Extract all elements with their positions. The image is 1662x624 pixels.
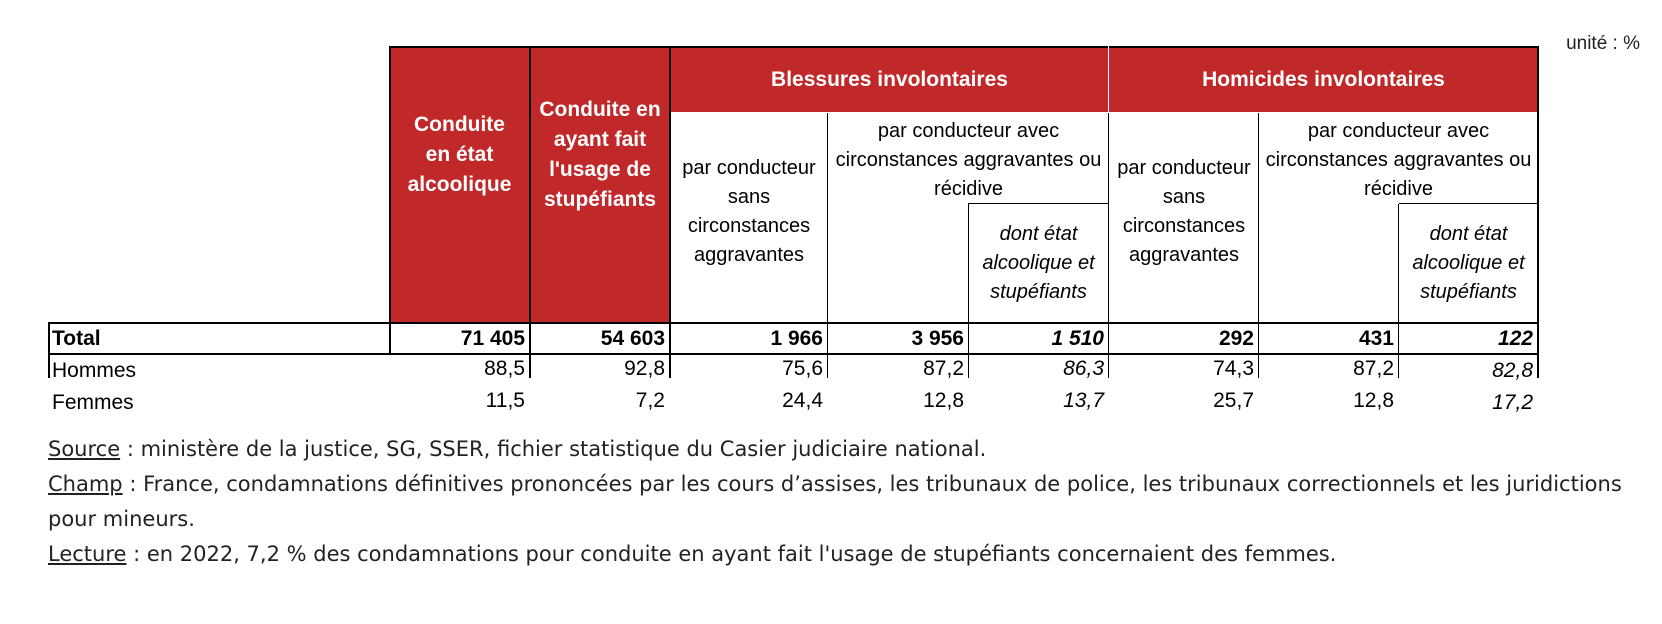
cell-femmes-6: 12,8 [1353,389,1394,412]
header-group-blessures [670,46,1109,113]
cell-hommes-3: 87,2 [923,357,964,380]
col-line-8 [1537,46,1539,378]
cell-total-5: 292 [1218,327,1254,350]
subheader-blessures-avec [828,113,1109,204]
subheader-homicides-dont [1399,204,1538,322]
subheader-blessures-dont [968,204,1109,322]
note-lecture [48,537,1638,572]
unit-label: unité : % [1566,33,1640,54]
header-group-homicides-label: Homicides involontaires [1202,67,1445,91]
header-divider [670,112,1538,114]
subheader-homicides-avec [1259,113,1538,204]
cell-total-3: 3 956 [911,327,964,350]
header-col-stup-label: Conduite en ayant fait l'usage de stupéfiants [539,98,661,211]
cell-total-1: 54 603 [600,327,665,350]
cell-total-7: 122 [1497,327,1533,350]
cell-total-6: 431 [1358,327,1394,350]
cell-hommes-4: 86,3 [1063,357,1104,380]
sub-divider-homicides [1399,203,1539,204]
row-label-hommes: Hommes [52,359,137,382]
note-champ [48,467,1638,537]
header-group-homicides [1109,46,1538,113]
note-lecture-text: : en 2022, 7,2 % des condamnations pour conduite en ayant fait l'usage de stupéfiants concernaient des femmes. [126,542,1337,566]
cell-femmes-1: 7,2 [635,389,665,412]
table-notes [48,432,1638,572]
note-champ-text: : France, condamnations définitives prononcées par les cours d’assises, les tribunaux de police, les tribunaux correctionnels et les juridictions pour mineurs. [48,472,1622,531]
cell-total-2: 1 966 [770,327,823,350]
subheader-blessures-sans [670,113,828,322]
header-col-alcool [389,46,530,322]
row-label-femmes: Femmes [52,391,134,414]
cell-hommes-6: 87,2 [1353,357,1394,380]
row-label-total: Total [52,327,101,350]
cell-hommes-5: 74,3 [1213,357,1254,380]
subheader-blessures-sans-label: par conducteur sans circonstances aggravantes [682,156,816,266]
note-source [48,432,1638,467]
cell-femmes-3: 12,8 [923,389,964,412]
header-col-alcool-label: Conduite en état alcoolique [407,113,512,196]
cell-femmes-4: 13,7 [1063,389,1104,412]
cell-femmes-0: 11,5 [485,389,525,412]
note-source-label: Source [48,437,121,461]
sub-divider-blessures [968,203,1109,204]
cell-hommes-1: 92,8 [624,357,665,380]
cell-hommes-0: 88,5 [484,357,525,380]
cell-total-4: 1 510 [1051,327,1104,350]
subheader-blessures-dont-label: dont état alcoolique et stupéfiants [982,222,1095,303]
header-group-blessures-label: Blessures involontaires [771,67,1008,91]
cell-total-0: 71 405 [460,327,525,350]
subheader-homicides-sans-label: par conducteur sans circonstances aggravantes [1117,156,1251,266]
col-line-blessures-homicides [1108,46,1109,113]
cell-femmes-2: 24,4 [782,389,823,412]
statistics-table [48,46,1633,442]
note-lecture-label: Lecture [48,542,127,566]
row-left-border [48,322,50,378]
note-champ-label: Champ [48,472,123,496]
table-top-border [389,46,1539,48]
subheader-homicides-avec-label: par conducteur avec circonstances aggravantes ou récidive [1265,120,1532,200]
subheader-blessures-avec-label: par conducteur avec circonstances aggravantes ou récidive [835,120,1102,200]
col-line-0 [389,46,391,354]
total-top-border [48,322,1539,324]
subheader-homicides-sans [1109,113,1259,322]
header-col-stup [530,46,670,322]
note-source-text: : ministère de la justice, SG, SSER, fichier statistique du Casier judiciaire national. [120,437,987,461]
cell-femmes-7: 17,2 [1492,391,1533,414]
cell-femmes-5: 25,7 [1213,389,1254,412]
subheader-homicides-dont-label: dont état alcoolique et stupéfiants [1412,222,1525,303]
cell-hommes-2: 75,6 [782,357,823,380]
cell-hommes-7: 82,8 [1492,359,1533,382]
